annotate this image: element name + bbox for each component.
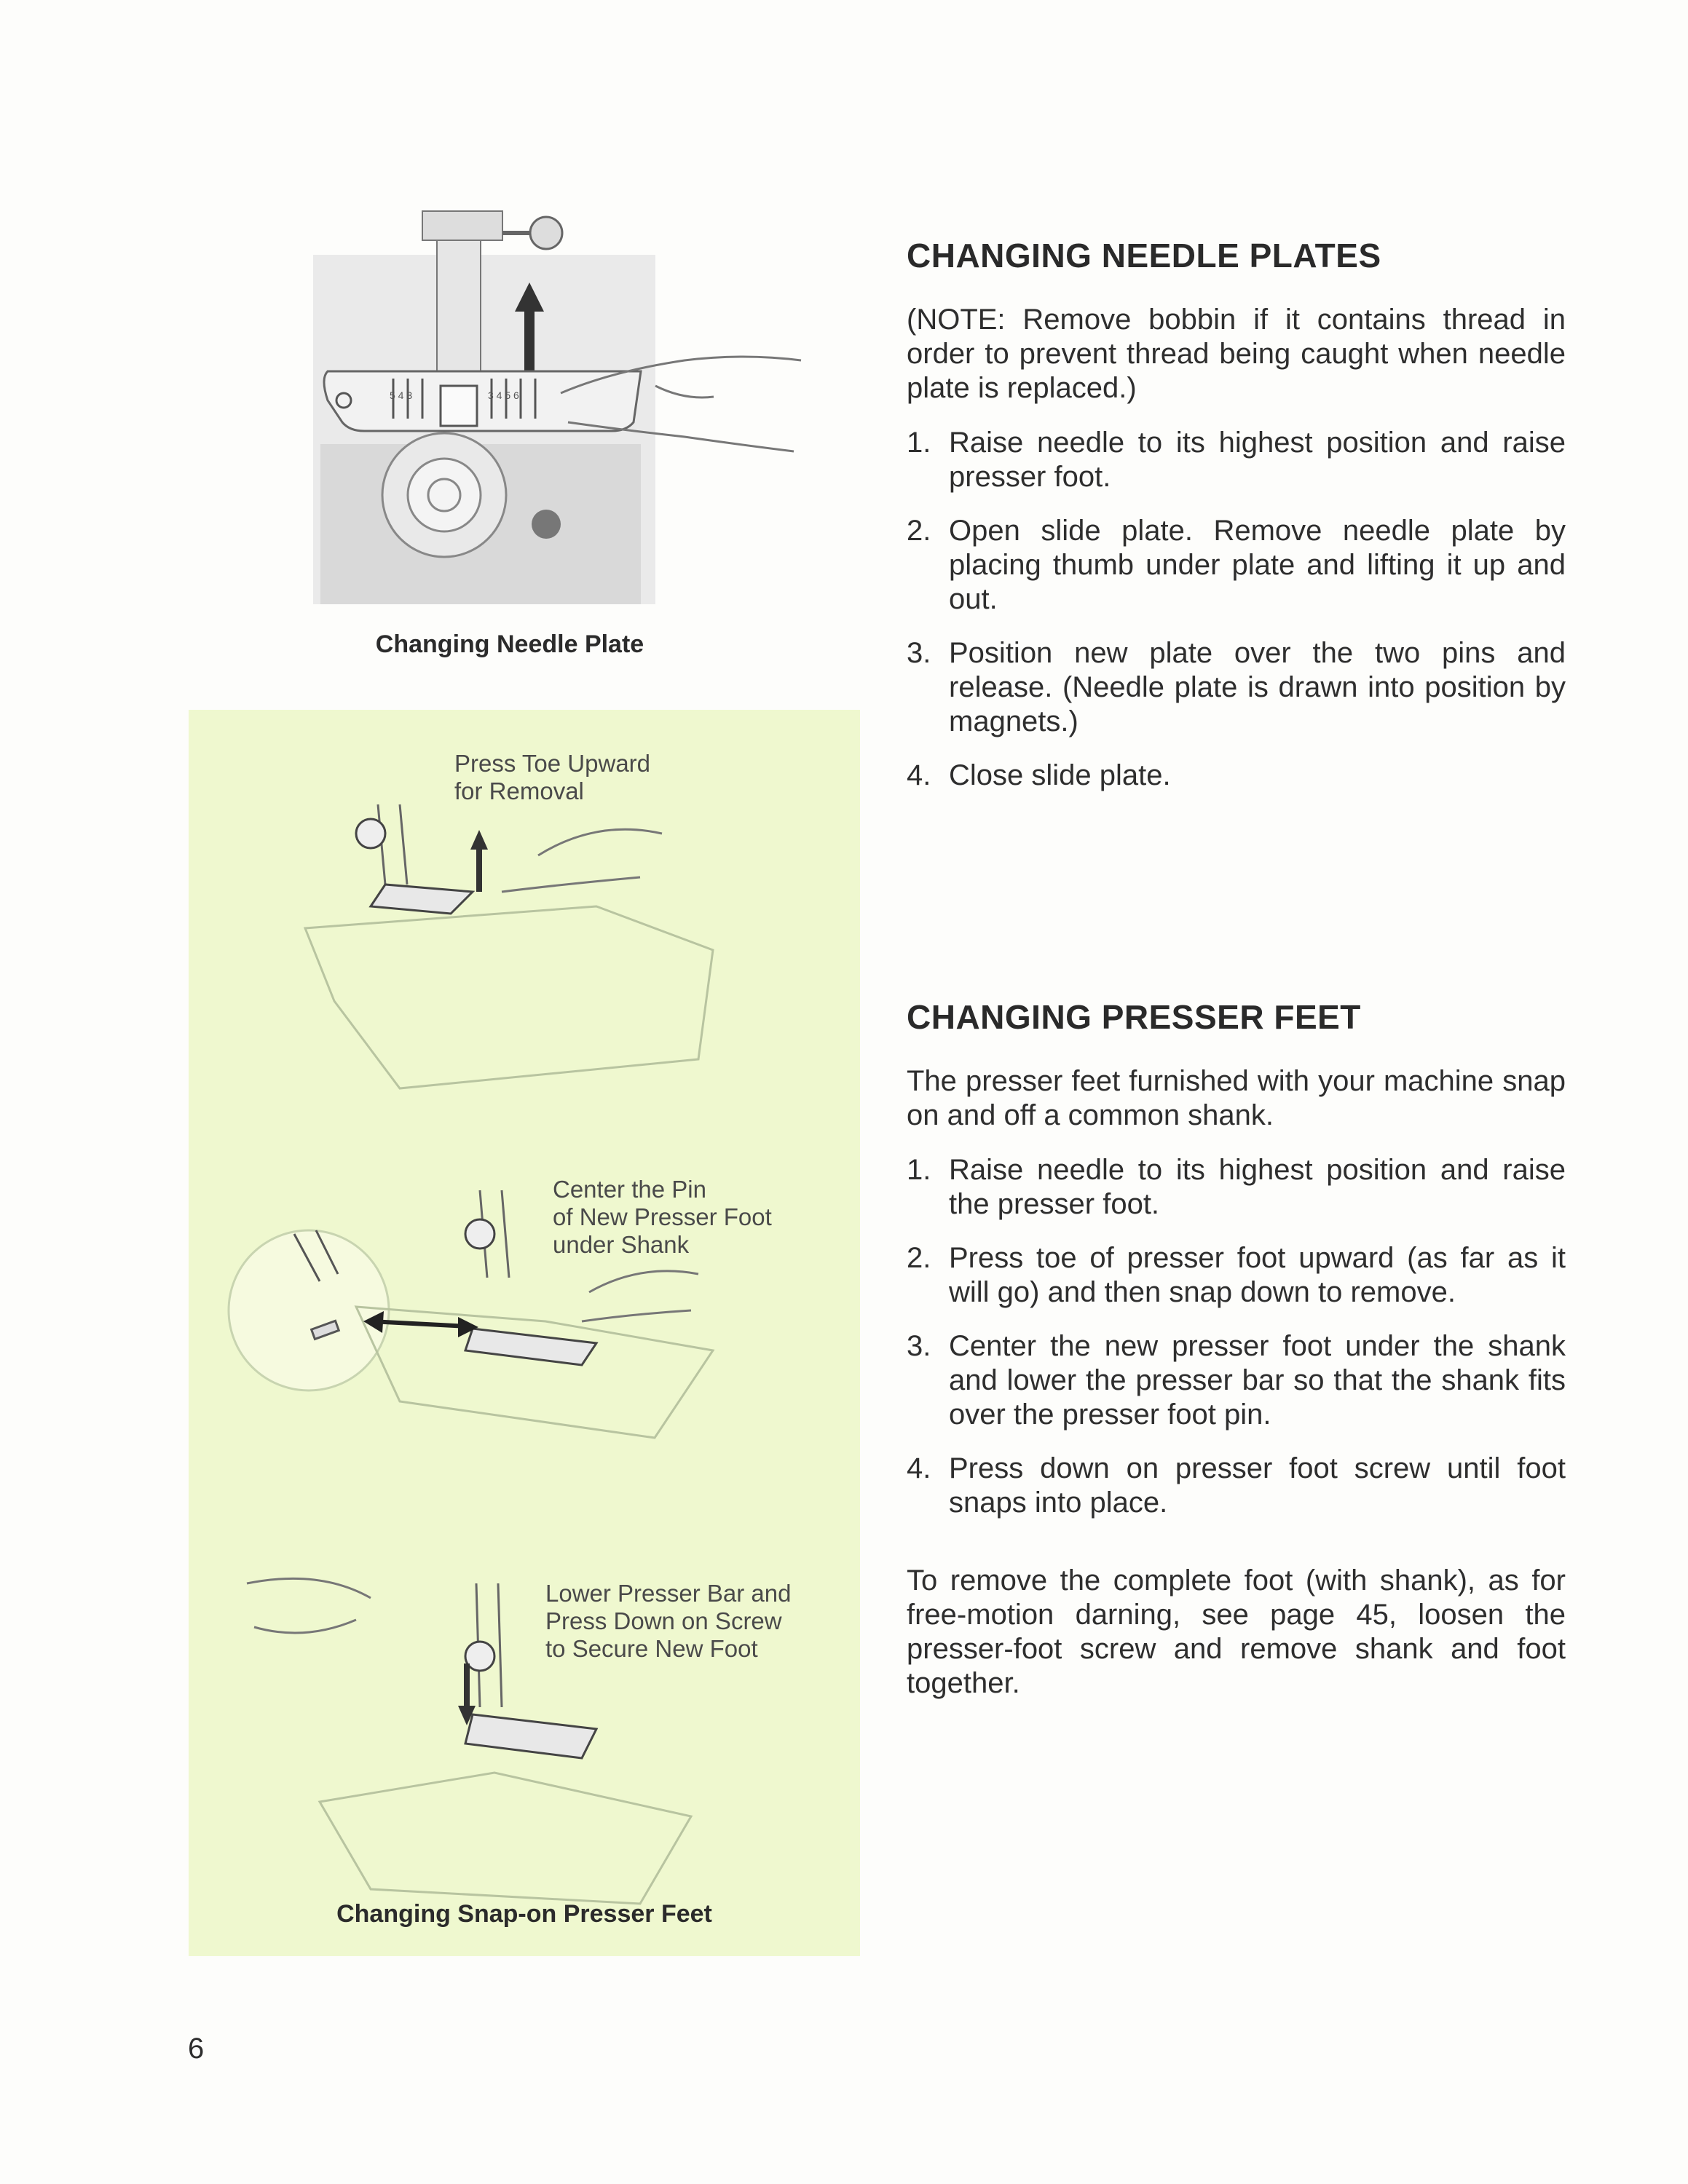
needle-plate-illustration <box>306 204 816 612</box>
toe-upward-drawing <box>305 804 713 1088</box>
needle-plate-caption: Changing Needle Plate <box>375 630 644 658</box>
callout-pin <box>553 1176 772 1259</box>
step-text: Center the new presser foot under the shank and lower the presser bar so that the shank fits over the presser foot pin. <box>949 1330 1566 1431</box>
step-text: Close slide plate. <box>949 759 1171 791</box>
step-number: 1. <box>907 1154 931 1186</box>
presser-feet-intro: The presser feet furnished with your machine snap on and off a common shank. <box>907 1065 1566 1131</box>
needle-plates-section <box>907 236 1566 812</box>
presser-feet-closing: To remove the complete foot (with shank), as for free-motion darning, see page 45, loosen the presser-foot screw and remove shank and foot together. <box>907 1564 1566 1699</box>
step-number: 1. <box>907 427 931 459</box>
callout-bar <box>545 1580 792 1663</box>
presser-feet-steps <box>907 1153 1566 1520</box>
step-number: 3. <box>907 1330 931 1362</box>
list-item <box>907 1241 1566 1310</box>
step-text: Press down on presser foot screw until foot snaps into place. <box>949 1452 1566 1519</box>
presser-feet-section <box>907 997 1566 1701</box>
step-text: Position new plate over the two pins and release. (Needle plate is drawn into position by magnets.) <box>949 637 1566 737</box>
step-text: Raise needle to its highest position and raise the presser foot. <box>949 1154 1566 1220</box>
callout-bar-line-3: to Secure New Foot <box>545 1635 758 1662</box>
callout-bar-line-2: Press Down on Screw <box>545 1607 782 1634</box>
step-text: Open slide plate. Remove needle plate by placing thumb under plate and lifting it up and out. <box>949 515 1566 615</box>
step-number: 4. <box>907 1452 931 1484</box>
page-number: 6 <box>188 2033 205 2065</box>
presser-feet-drawings <box>189 710 860 1956</box>
presser-feet-caption: Changing Snap-on Presser Feet <box>336 1900 712 1928</box>
callout-toe-line-1: Press Toe Upward <box>454 750 651 777</box>
needle-plate-drawing <box>306 204 816 612</box>
plate-marks-right: 3 4 5 6 <box>488 389 519 401</box>
presser-feet-heading: CHANGING PRESSER FEET <box>907 998 1361 1036</box>
list-item <box>907 1153 1566 1222</box>
callout-pin-line-1: Center the Pin <box>553 1176 706 1203</box>
list-item <box>907 1452 1566 1520</box>
list-item <box>907 1329 1566 1432</box>
callout-pin-line-3: under Shank <box>553 1231 690 1258</box>
step-text: Raise needle to its highest position and raise presser foot. <box>949 427 1566 493</box>
needle-plates-heading: CHANGING NEEDLE PLATES <box>907 237 1381 274</box>
list-item <box>907 514 1566 617</box>
step-text: Press toe of presser foot upward (as far as it will go) and then snap down to remove. <box>949 1242 1566 1308</box>
step-number: 3. <box>907 637 931 669</box>
needle-plates-steps <box>907 426 1566 793</box>
plate-marks-left: 5 4 3 <box>390 389 413 401</box>
list-item <box>907 426 1566 494</box>
step-number: 2. <box>907 515 931 547</box>
callout-toe-line-2: for Removal <box>454 778 584 804</box>
needle-plates-note: (NOTE: Remove bobbin if it contains thread in order to prevent thread being caught when needle plate is replaced.) <box>907 304 1566 404</box>
callout-pin-line-2: of New Presser Foot <box>553 1203 772 1230</box>
list-item <box>907 636 1566 739</box>
step-number: 4. <box>907 759 931 791</box>
step-number: 2. <box>907 1242 931 1274</box>
callout-bar-line-1: Lower Presser Bar and <box>545 1580 792 1607</box>
list-item <box>907 759 1566 793</box>
callout-toe <box>454 750 650 805</box>
presser-feet-panel <box>189 710 860 1956</box>
